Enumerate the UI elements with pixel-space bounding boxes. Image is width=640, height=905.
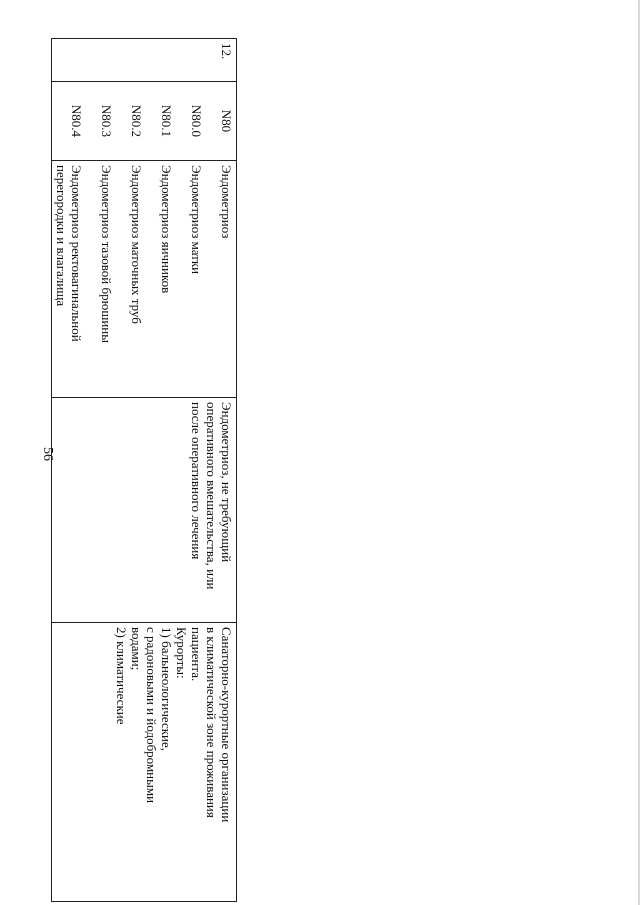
row-index: 12. [219, 43, 234, 60]
code-item: N80 [219, 109, 234, 133]
diagnosis-item: Эндометриоз матки [189, 165, 204, 275]
diagnosis-item: Эндометриоз ректовагинальной перегородки и влагалища [54, 165, 84, 342]
table-row [52, 39, 237, 902]
diagnosis-item: Эндометриоз яичников [159, 165, 174, 294]
code-item: N80.3 [99, 104, 114, 138]
resort-line: Курорты: [174, 627, 189, 679]
resort-line: пациента. [189, 627, 204, 682]
code-item: N80.0 [189, 104, 204, 138]
resort-line: 1) бальнеологические, [159, 627, 174, 752]
condition-cell [52, 398, 237, 623]
resort-line: 2) климатические [114, 627, 129, 725]
diagnosis-item: Эндометриоз тазовой брюшины [99, 165, 114, 343]
code-item: N80.2 [129, 104, 144, 138]
resort-line: в климатической зоне проживания [204, 627, 219, 818]
condition-text [189, 402, 234, 618]
condition-line: Эндометриоз, не требующий [219, 402, 234, 563]
condition-line: оперативного вмешательства, или [204, 402, 219, 590]
diagnosis-list [54, 165, 234, 393]
page-number: 56 [40, 447, 55, 461]
resort-text [114, 627, 234, 897]
resort-line: водами; [129, 627, 144, 671]
code-cell [52, 82, 237, 161]
row-index-cell [52, 39, 237, 82]
indications-table [51, 38, 237, 902]
resort-cell [52, 623, 237, 902]
diagnosis-item: Эндометриоз маточных труб [129, 165, 144, 324]
code-list [54, 86, 234, 156]
condition-line: после оперативного лечения [189, 402, 204, 560]
rotated-table-wrapper [55, 38, 237, 856]
diagnosis-item: Эндометриоз [219, 165, 234, 239]
code-item: N80.4 [69, 104, 84, 138]
diagnosis-cell [52, 161, 237, 398]
code-item: N80.1 [159, 104, 174, 138]
resort-line: Санаторно-курортные организации [219, 627, 234, 823]
resort-line: с радоновыми и йодобромными [144, 627, 159, 804]
